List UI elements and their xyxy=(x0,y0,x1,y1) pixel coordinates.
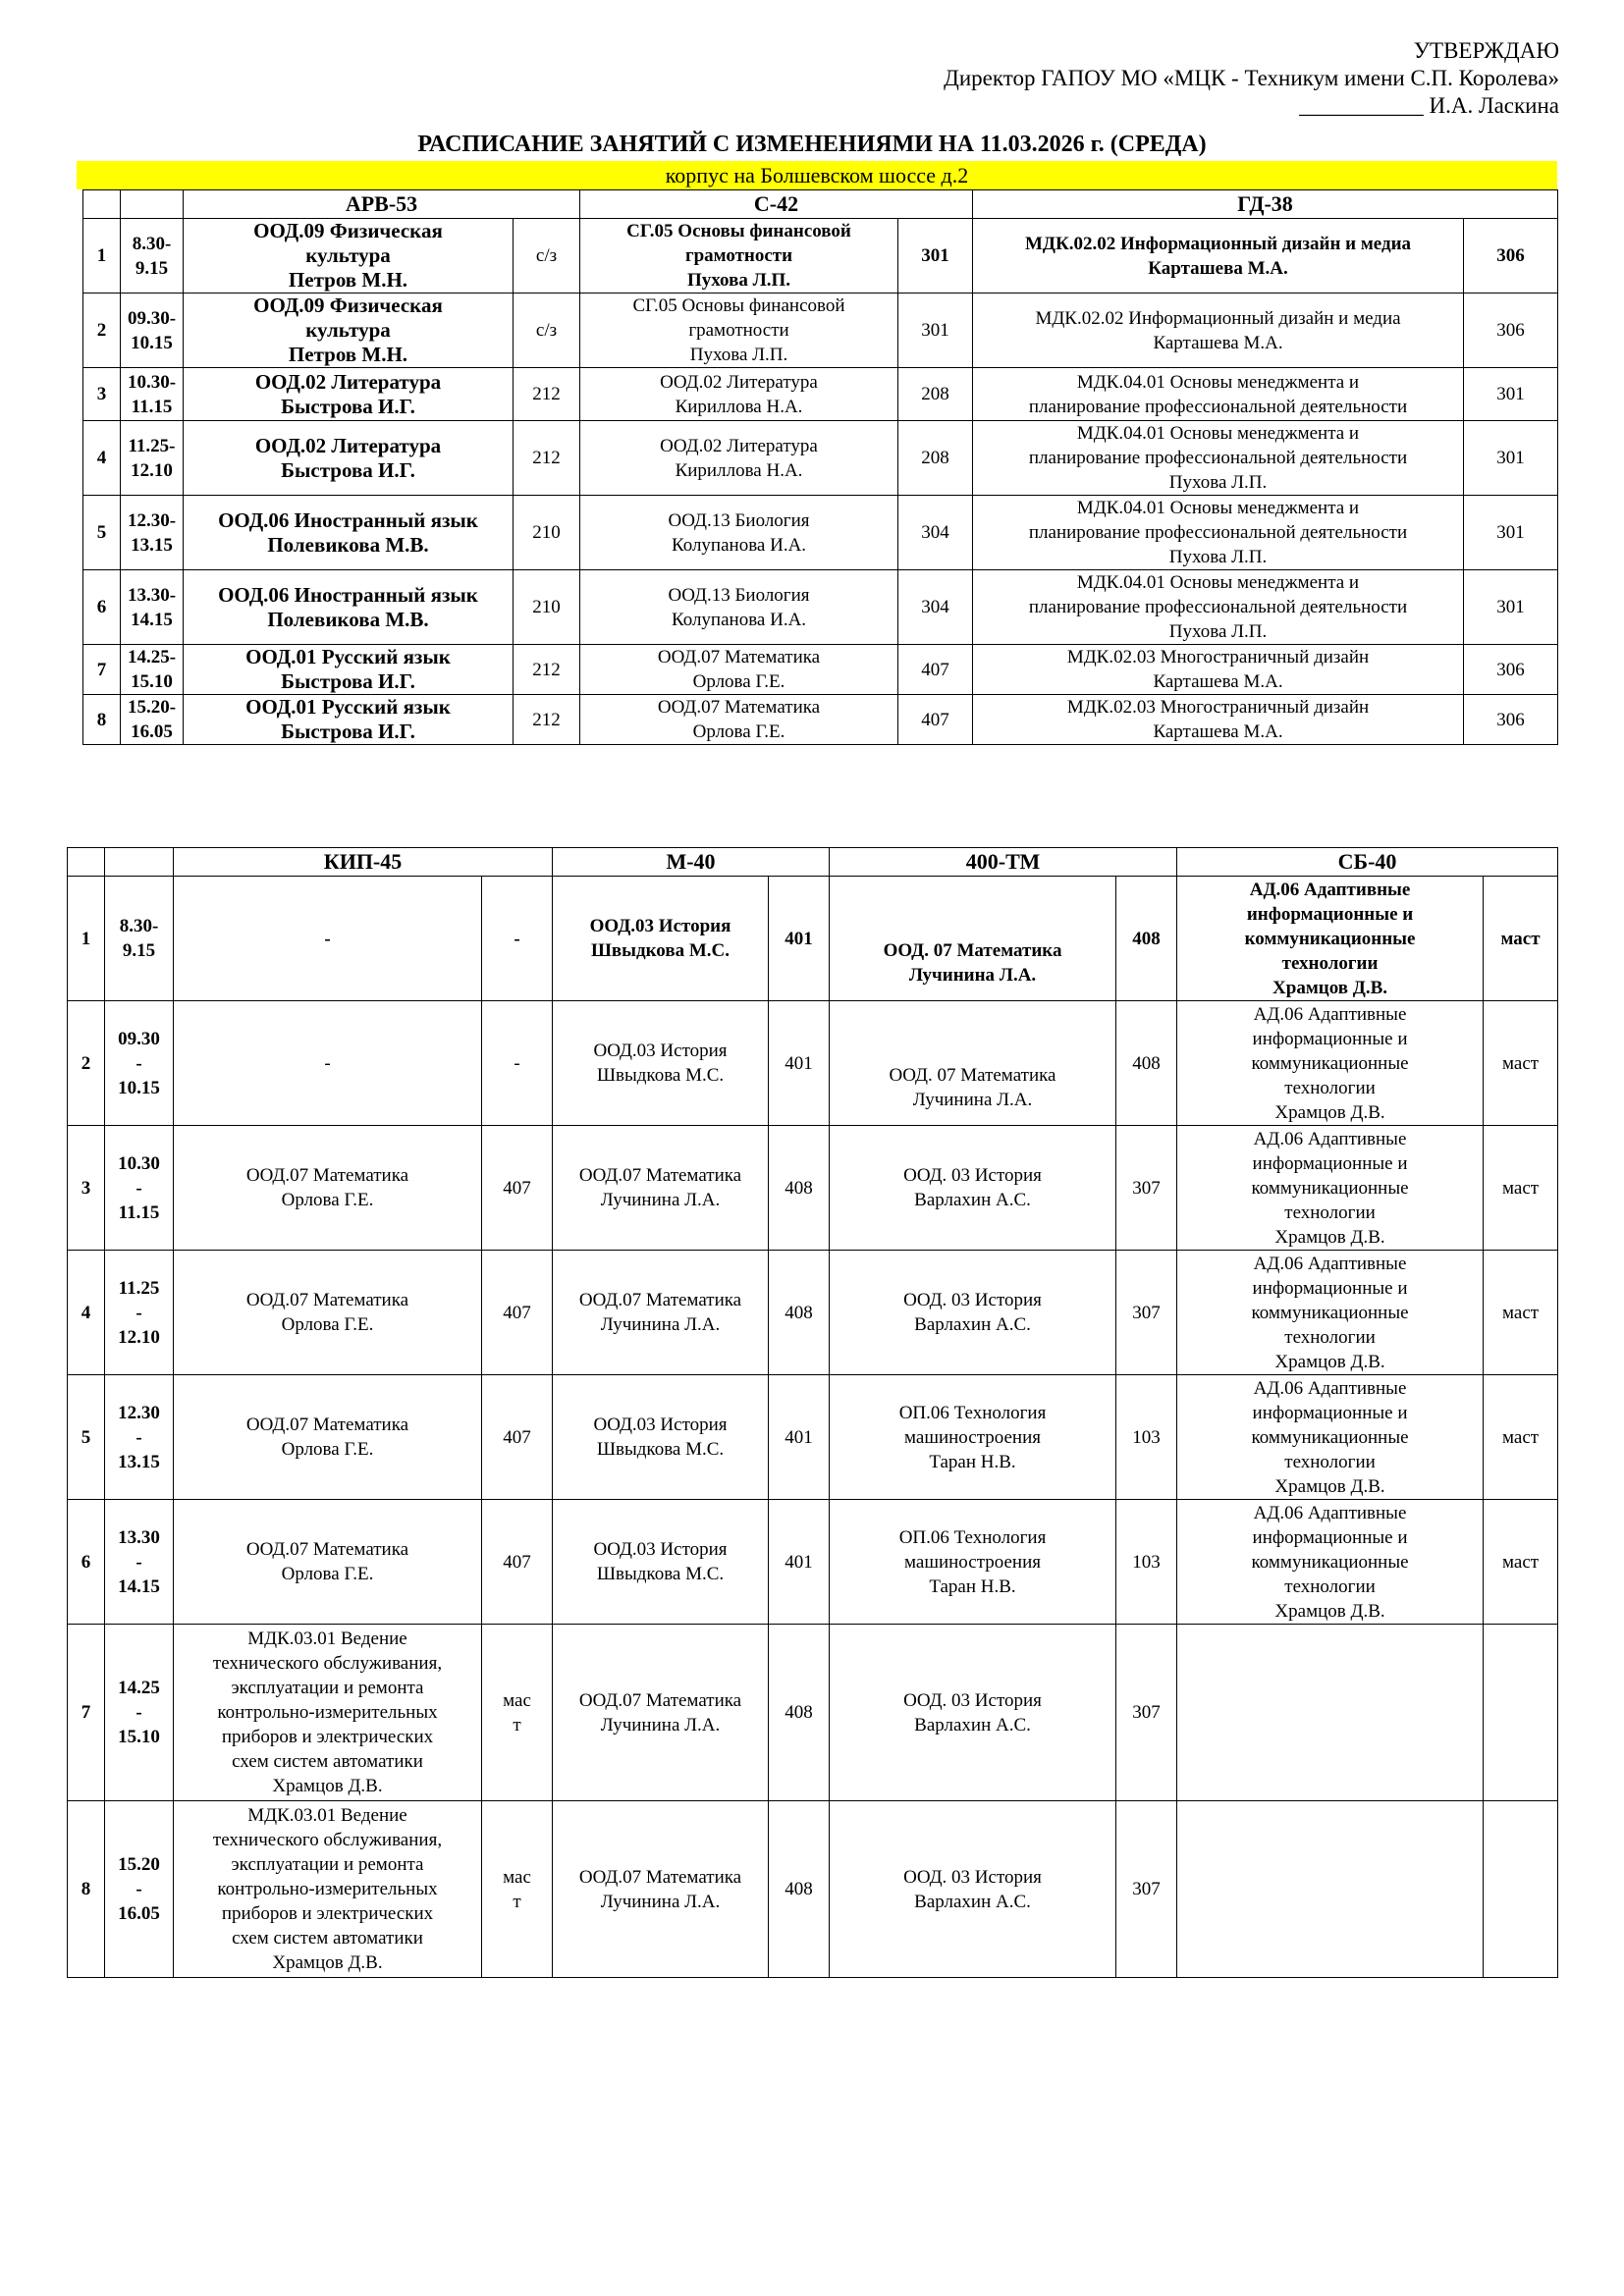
room-cell: 212 xyxy=(514,421,580,496)
table-row xyxy=(83,496,1558,570)
lesson-cell: ОП.06 Технология машиностроения Таран Н.В. xyxy=(830,1500,1116,1625)
pair-time: 09.30- 10.15 xyxy=(121,294,184,368)
room-cell: маст xyxy=(1484,1001,1558,1126)
pair-time: 8.30- 9.15 xyxy=(105,877,174,1001)
room-cell: 301 xyxy=(898,294,973,368)
room-cell: 307 xyxy=(1116,1126,1177,1251)
pair-time: 09.30 - 10.15 xyxy=(105,1001,174,1126)
table-row xyxy=(83,368,1558,421)
pair-time: 10.30- 11.15 xyxy=(121,368,184,421)
lesson-cell xyxy=(1177,1801,1484,1978)
pair-number: 6 xyxy=(83,570,121,645)
room-cell: 306 xyxy=(1464,695,1558,745)
room-cell: 307 xyxy=(1116,1251,1177,1375)
table-row xyxy=(68,1801,1558,1978)
lesson-cell: ООД.13 Биология Колупанова И.А. xyxy=(580,570,898,645)
lesson-cell: - xyxy=(174,877,482,1001)
table-header-row xyxy=(83,190,1558,219)
pair-time: 10.30 - 11.15 xyxy=(105,1126,174,1251)
lesson-cell: МДК.02.03 Многостраничный дизайн Карташева М.А. xyxy=(973,695,1464,745)
lesson-cell: ООД. 07 Математика Лучинина Л.А. xyxy=(830,1001,1116,1126)
lesson-cell: МДК.03.01 Ведение технического обслуживания, эксплуатации и ремонта контрольно-измерительных приборов и электрических схем систем автоматики Храмцов Д.В. xyxy=(174,1625,482,1801)
page-title: РАСПИСАНИЕ ЗАНЯТИЙ С ИЗМЕНЕНИЯМИ НА 11.03.2026 г. (СРЕДА) xyxy=(417,132,1207,157)
room-cell: мас т xyxy=(482,1625,553,1801)
room-cell: маст xyxy=(1484,1500,1558,1625)
lesson-cell: ООД.09 Физическая культура Петров М.Н. xyxy=(184,294,514,368)
room-cell: 208 xyxy=(898,368,973,421)
pair-time: 11.25 - 12.10 xyxy=(105,1251,174,1375)
pair-number: 2 xyxy=(83,294,121,368)
lesson-cell: ООД.07 Математика Орлова Г.Е. xyxy=(580,695,898,745)
lesson-cell: ООД.07 Математика Орлова Г.Е. xyxy=(580,645,898,695)
pair-number: 5 xyxy=(68,1375,105,1500)
lesson-cell: АД.06 Адаптивные информационные и коммуникационные технологии Храмцов Д.В. xyxy=(1177,877,1484,1001)
lesson-cell: ООД.07 Математика Орлова Г.Е. xyxy=(174,1251,482,1375)
room-cell: 401 xyxy=(769,877,830,1001)
lesson-cell: ООД.07 Математика Орлова Г.Е. xyxy=(174,1375,482,1500)
lesson-cell: ООД.07 Математика Орлова Г.Е. xyxy=(174,1126,482,1251)
room-cell: 401 xyxy=(769,1001,830,1126)
room-cell: 307 xyxy=(1116,1801,1177,1978)
room-cell: 408 xyxy=(769,1625,830,1801)
room-cell: 407 xyxy=(482,1251,553,1375)
lesson-cell: АД.06 Адаптивные информационные и коммуникационные технологии Храмцов Д.В. xyxy=(1177,1500,1484,1625)
room-cell: маст xyxy=(1484,1251,1558,1375)
room-cell: 408 xyxy=(769,1126,830,1251)
pair-number: 8 xyxy=(83,695,121,745)
lesson-cell: ОП.06 Технология машиностроения Таран Н.В. xyxy=(830,1375,1116,1500)
room-cell: 301 xyxy=(1464,421,1558,496)
table-row xyxy=(83,695,1558,745)
group-header: С-42 xyxy=(580,190,973,219)
pair-time: 11.25- 12.10 xyxy=(121,421,184,496)
table-row xyxy=(68,1500,1558,1625)
pair-time: 8.30- 9.15 xyxy=(121,219,184,294)
group-header: АРВ-53 xyxy=(184,190,580,219)
room-cell: 407 xyxy=(482,1500,553,1625)
table-row xyxy=(68,877,1558,1001)
room-cell: маст xyxy=(1484,877,1558,1001)
lesson-cell: СГ.05 Основы финансовой грамотности Пухова Л.П. xyxy=(580,219,898,294)
room-cell: - xyxy=(482,1001,553,1126)
room-cell: - xyxy=(482,877,553,1001)
room-cell: 301 xyxy=(1464,496,1558,570)
lesson-cell: ООД. 03 История Варлахин А.С. xyxy=(830,1251,1116,1375)
room-cell xyxy=(1484,1801,1558,1978)
pair-number: 4 xyxy=(68,1251,105,1375)
room-cell: 212 xyxy=(514,695,580,745)
pair-number: 2 xyxy=(68,1001,105,1126)
group-header: КИП-45 xyxy=(174,848,553,877)
lesson-cell: ООД.03 История Швыдкова М.С. xyxy=(553,1500,769,1625)
room-cell: 407 xyxy=(898,695,973,745)
room-cell: 408 xyxy=(769,1251,830,1375)
pair-time: 15.20- 16.05 xyxy=(121,695,184,745)
pair-number: 7 xyxy=(83,645,121,695)
room-cell: 306 xyxy=(1464,294,1558,368)
pair-number: 6 xyxy=(68,1500,105,1625)
table-row xyxy=(68,1375,1558,1500)
room-cell: 210 xyxy=(514,496,580,570)
pair-number: 1 xyxy=(68,877,105,1001)
table-row xyxy=(83,421,1558,496)
lesson-cell: ООД. 03 История Варлахин А.С. xyxy=(830,1126,1116,1251)
room-cell: 306 xyxy=(1464,645,1558,695)
group-header: 400-ТМ xyxy=(830,848,1177,877)
room-cell: 307 xyxy=(1116,1625,1177,1801)
pair-number: 5 xyxy=(83,496,121,570)
pair-time: 13.30 - 14.15 xyxy=(105,1500,174,1625)
room-cell: с/з xyxy=(514,219,580,294)
room-cell: маст xyxy=(1484,1126,1558,1251)
lesson-cell: ООД. 07 Математика Лучинина Л.А. xyxy=(830,877,1116,1001)
group-header: М-40 xyxy=(553,848,830,877)
pair-number: 8 xyxy=(68,1801,105,1978)
lesson-cell: АД.06 Адаптивные информационные и коммуникационные технологии Храмцов Д.В. xyxy=(1177,1126,1484,1251)
table-row xyxy=(68,1625,1558,1801)
lesson-cell: ООД.07 Математика Лучинина Л.А. xyxy=(553,1801,769,1978)
lesson-cell: ООД.03 История Швыдкова М.С. xyxy=(553,877,769,1001)
room-cell: 408 xyxy=(769,1801,830,1978)
table-row xyxy=(83,645,1558,695)
lesson-cell: МДК.04.01 Основы менеджмента и планирование профессиональной деятельности xyxy=(973,368,1464,421)
room-cell: с/з xyxy=(514,294,580,368)
pair-time: 15.20 - 16.05 xyxy=(105,1801,174,1978)
lesson-cell: ООД.07 Математика Лучинина Л.А. xyxy=(553,1126,769,1251)
lesson-cell: МДК.02.02 Информационный дизайн и медиа Карташева М.А. xyxy=(973,294,1464,368)
lesson-cell: ООД. 03 История Варлахин А.С. xyxy=(830,1625,1116,1801)
lesson-cell: ООД.02 Литература Кириллова Н.А. xyxy=(580,421,898,496)
room-cell: 408 xyxy=(1116,877,1177,1001)
lesson-cell: АД.06 Адаптивные информационные и коммуникационные технологии Храмцов Д.В. xyxy=(1177,1375,1484,1500)
schedule-table-1 xyxy=(82,189,1558,745)
lesson-cell: ООД.09 Физическая культура Петров М.Н. xyxy=(184,219,514,294)
room-cell xyxy=(1484,1625,1558,1801)
signature-line: ___________ И.А. Ласкина xyxy=(1299,93,1559,118)
group-header: ГД-38 xyxy=(973,190,1558,219)
room-cell: 301 xyxy=(1464,368,1558,421)
room-cell: маст xyxy=(1484,1375,1558,1500)
pair-number: 1 xyxy=(83,219,121,294)
lesson-cell: ООД.07 Математика Лучинина Л.А. xyxy=(553,1625,769,1801)
lesson-cell: ООД.01 Русский язык Быстрова И.Г. xyxy=(184,645,514,695)
table-row xyxy=(68,1001,1558,1126)
lesson-cell: СГ.05 Основы финансовой грамотности Пухова Л.П. xyxy=(580,294,898,368)
lesson-cell: МДК.04.01 Основы менеджмента и планирование профессиональной деятельности Пухова Л.П. xyxy=(973,570,1464,645)
lesson-cell: ООД.06 Иностранный язык Полевикова М.В. xyxy=(184,570,514,645)
lesson-cell: ООД.01 Русский язык Быстрова И.Г. xyxy=(184,695,514,745)
room-cell: 301 xyxy=(1464,570,1558,645)
pair-number: 4 xyxy=(83,421,121,496)
lesson-cell: МДК.04.01 Основы менеджмента и планирование профессиональной деятельности Пухова Л.П. xyxy=(973,496,1464,570)
lesson-cell: ООД.02 Литература Кириллова Н.А. xyxy=(580,368,898,421)
pair-time: 12.30 - 13.15 xyxy=(105,1375,174,1500)
table-row xyxy=(83,294,1558,368)
room-cell: 407 xyxy=(898,645,973,695)
building-banner: корпус на Болшевском шоссе д.2 xyxy=(77,161,1557,189)
pair-number: 7 xyxy=(68,1625,105,1801)
room-cell: мас т xyxy=(482,1801,553,1978)
room-cell: 208 xyxy=(898,421,973,496)
table-header-row xyxy=(68,848,1558,877)
group-header: СБ-40 xyxy=(1177,848,1558,877)
lesson-cell: ООД.03 История Швыдкова М.С. xyxy=(553,1001,769,1126)
room-cell: 408 xyxy=(1116,1001,1177,1126)
lesson-cell: ООД. 03 История Варлахин А.С. xyxy=(830,1801,1116,1978)
lesson-cell: МДК.04.01 Основы менеджмента и планирование профессиональной деятельности Пухова Л.П. xyxy=(973,421,1464,496)
lesson-cell: МДК.02.03 Многостраничный дизайн Карташева М.А. xyxy=(973,645,1464,695)
room-cell: 401 xyxy=(769,1375,830,1500)
room-cell: 103 xyxy=(1116,1500,1177,1625)
lesson-cell: АД.06 Адаптивные информационные и коммуникационные технологии Храмцов Д.В. xyxy=(1177,1001,1484,1126)
schedule-table-2 xyxy=(67,847,1558,1978)
table-row xyxy=(68,1126,1558,1251)
approval-block xyxy=(944,37,1559,120)
table-row xyxy=(83,570,1558,645)
lesson-cell: ООД.06 Иностранный язык Полевикова М.В. xyxy=(184,496,514,570)
lesson-cell: ООД.02 Литература Быстрова И.Г. xyxy=(184,368,514,421)
room-cell: 103 xyxy=(1116,1375,1177,1500)
room-cell: 212 xyxy=(514,645,580,695)
room-cell: 304 xyxy=(898,496,973,570)
lesson-cell: ООД.03 История Швыдкова М.С. xyxy=(553,1375,769,1500)
lesson-cell: ООД.07 Математика Лучинина Л.А. xyxy=(553,1251,769,1375)
pair-number: 3 xyxy=(68,1126,105,1251)
pair-number: 3 xyxy=(83,368,121,421)
room-cell: 210 xyxy=(514,570,580,645)
room-cell: 407 xyxy=(482,1375,553,1500)
room-cell: 401 xyxy=(769,1500,830,1625)
lesson-cell: АД.06 Адаптивные информационные и коммуникационные технологии Храмцов Д.В. xyxy=(1177,1251,1484,1375)
pair-time: 14.25 - 15.10 xyxy=(105,1625,174,1801)
room-cell: 304 xyxy=(898,570,973,645)
table-row xyxy=(83,219,1558,294)
room-cell: 407 xyxy=(482,1126,553,1251)
director-line: Директор ГАПОУ МО «МЦК - Техникум имени С.П. Королева» xyxy=(944,66,1559,90)
room-cell: 212 xyxy=(514,368,580,421)
pair-time: 14.25- 15.10 xyxy=(121,645,184,695)
pair-time: 13.30- 14.15 xyxy=(121,570,184,645)
lesson-cell: ООД.02 Литература Быстрова И.Г. xyxy=(184,421,514,496)
room-cell: 301 xyxy=(898,219,973,294)
table-row xyxy=(68,1251,1558,1375)
lesson-cell: ООД.13 Биология Колупанова И.А. xyxy=(580,496,898,570)
lesson-cell: МДК.02.02 Информационный дизайн и медиа Карташева М.А. xyxy=(973,219,1464,294)
lesson-cell: ООД.07 Математика Орлова Г.Е. xyxy=(174,1500,482,1625)
room-cell: 306 xyxy=(1464,219,1558,294)
lesson-cell xyxy=(1177,1625,1484,1801)
pair-time: 12.30- 13.15 xyxy=(121,496,184,570)
approve-label: УТВЕРЖДАЮ xyxy=(1413,38,1559,63)
lesson-cell: - xyxy=(174,1001,482,1126)
lesson-cell: МДК.03.01 Ведение технического обслуживания, эксплуатации и ремонта контрольно-измерительных приборов и электрических схем систем автоматики Храмцов Д.В. xyxy=(174,1801,482,1978)
